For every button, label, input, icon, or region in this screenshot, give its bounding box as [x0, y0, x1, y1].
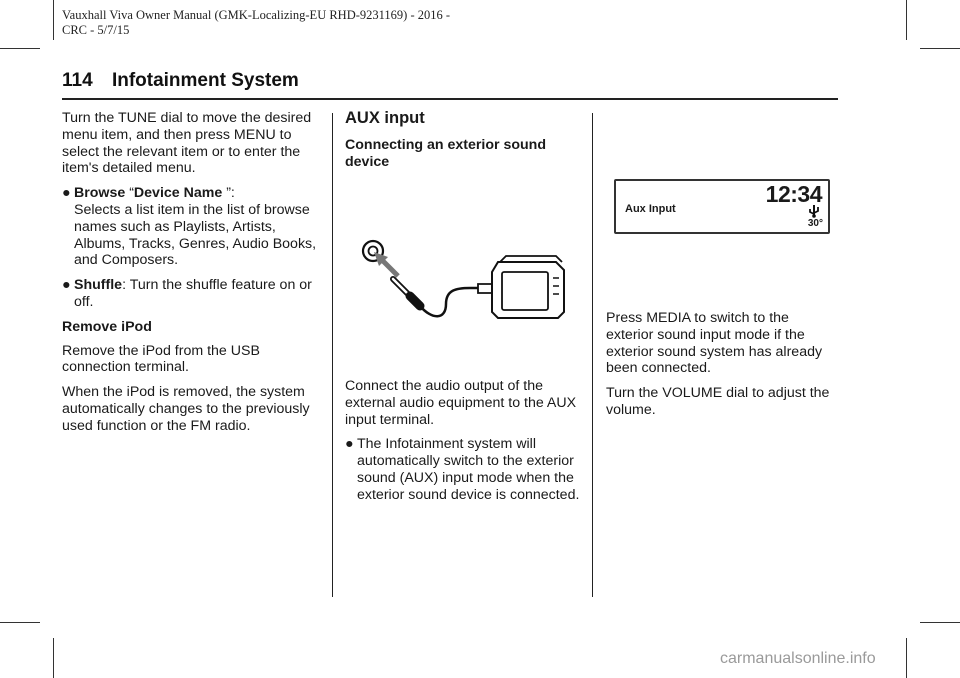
page-title: [62, 70, 299, 92]
term-shuffle: Shuffle: [74, 277, 123, 294]
paragraph-remove-ipod: Remove the iPod from the USB connection terminal.: [62, 342, 260, 376]
aux-cable-device-illustration: [360, 238, 570, 330]
crop-mark: [906, 638, 907, 678]
column-right: [606, 310, 838, 427]
auto-switch-description: The Infotainment system will automatically switch to the exterior sound (AUX) input mode when the exterior sound device is connected.: [357, 436, 580, 503]
term-device-name: Device Name: [133, 185, 223, 202]
heading-remove-ipod: Remove iPod: [62, 318, 152, 335]
document-meta-line-1: Vauxhall Viva Owner Manual (GMK-Localizing-EU RHD-9231169) - 2016 -: [62, 8, 451, 22]
paragraph-tune-dial: Turn the TUNE dial to move the desired menu item, and then press MENU to select the relevant item or to enter the item's detailed menu.: [62, 110, 312, 177]
column-middle: [345, 110, 583, 177]
infotainment-display: [614, 179, 830, 234]
document-meta-line-2: CRC - 5/7/15: [62, 23, 130, 37]
bullet-icon: ●: [62, 185, 71, 202]
column-divider: [592, 113, 593, 597]
paragraph-press-media: Press MEDIA to switch to the exterior sound input mode if the exterior sound system has already been connected.: [606, 310, 823, 377]
display-clock: 12:34: [765, 181, 822, 207]
term-browse: Browse: [74, 185, 126, 202]
paragraph-volume-dial: Turn the VOLUME dial to adjust the volume.: [606, 385, 830, 418]
section-title: Infotainment System: [111, 70, 299, 91]
column-divider: [332, 113, 333, 597]
usb-icon: [808, 204, 820, 218]
bullet-icon: ●: [62, 277, 71, 294]
crop-mark: [920, 48, 960, 49]
column-left: [62, 110, 324, 443]
title-divider: [62, 98, 838, 100]
shuffle-description: : Turn the shuffle feature on or off.: [74, 277, 312, 310]
crop-mark: [53, 638, 54, 678]
column-middle-lower: [345, 378, 583, 512]
browse-description: Selects a list item in the list of browse names such as Playlists, Artists, Albums, Tracks, Genres, Audio Books, and Composers.: [74, 201, 317, 269]
list-item-shuffle: [62, 277, 324, 311]
list-item-browse: ● Browse “Device Name ”: Selects a list item in the list of browse names such as Playlists, Artists, Albums, Tracks, Genres, Audio Books, and Composers.: [62, 185, 317, 269]
page-number: 114: [62, 70, 93, 91]
bullet-icon: ●: [345, 436, 354, 453]
display-aux-label: Aux Input: [625, 203, 676, 215]
watermark: carmanualsonline.info: [720, 650, 876, 667]
list-item-auto-switch: [345, 436, 583, 503]
paragraph-connect-audio: Connect the audio output of the external audio equipment to the AUX input terminal.: [345, 378, 577, 428]
crop-mark: [0, 48, 40, 49]
heading-aux-input: AUX input: [345, 109, 425, 127]
crop-mark: [0, 622, 40, 623]
subheading-connecting-device: Connecting an exterior sound device: [345, 136, 547, 170]
crop-mark: [920, 622, 960, 623]
crop-mark: [53, 0, 54, 40]
paragraph-ipod-removed: When the iPod is removed, the system automatically changes to the previously used function or the FM radio.: [62, 384, 310, 434]
document-meta: [62, 8, 450, 38]
display-temperature: 30°: [807, 218, 823, 229]
crop-mark: [906, 0, 907, 40]
